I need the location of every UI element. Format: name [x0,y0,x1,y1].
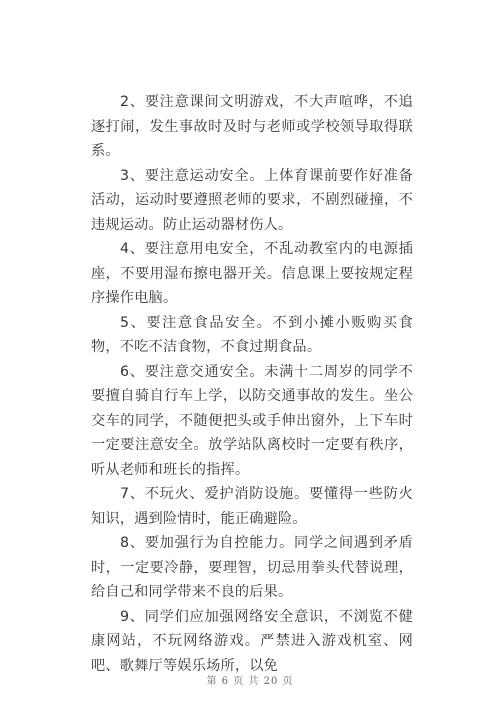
document-body [91,90,413,678]
paragraph-item-5: 5、要注意食品安全。不到小摊小贩购买食物，不吃不洁食物，不食过期食品。 [91,314,413,355]
paragraph-item-3: 3、要注意运动安全。上体育课前要作好准备活动，运动时要遵照老师的要求，不剧烈碰撞，不违规运动。防止运动器材伤人。 [91,167,413,233]
paragraph-item-7: 7、不玩火、爱护消防设施。要懂得一些防火知识，遇到险情时，能正确避险。 [91,486,413,527]
paragraph-item-2: 2、要注意课间文明游戏，不大声喧哗，不追逐打闹，发生事故时及时与老师或学校领导取得联系。 [91,94,413,159]
paragraph-item-4: 4、要注意用电安全，不乱动教室内的电源插座，不要用湿布擦电器开关。信息课上要按规定程序操作电脑。 [91,241,413,306]
paragraph-item-8: 8、要加强行为自控能力。同学之间遇到矛盾时，一定要冷静，要理智，切忌用拳头代替说理，给自己和同学带来不良的后果。 [91,535,413,600]
page-number-label: 第 6 页 共 20 页 [206,676,294,687]
page-footer [0,672,500,687]
paragraph-item-6: 6、要注意交通安全。未满十二周岁的同学不要擅自骑自行车上学，以防交通事故的发生。坐公交车的同学，不随便把头或手伸出窗外，上下车时一定要注意安全。放学站队离校时一定要有秩序，听从老师和班长的指挥。 [91,363,413,478]
paragraph-item-9: 9、同学们应加强网络安全意识，不浏览不健康网站，不玩网络游戏。严禁进入游戏机室、网吧、歌舞厅等娱乐场所，以免 [91,608,413,674]
